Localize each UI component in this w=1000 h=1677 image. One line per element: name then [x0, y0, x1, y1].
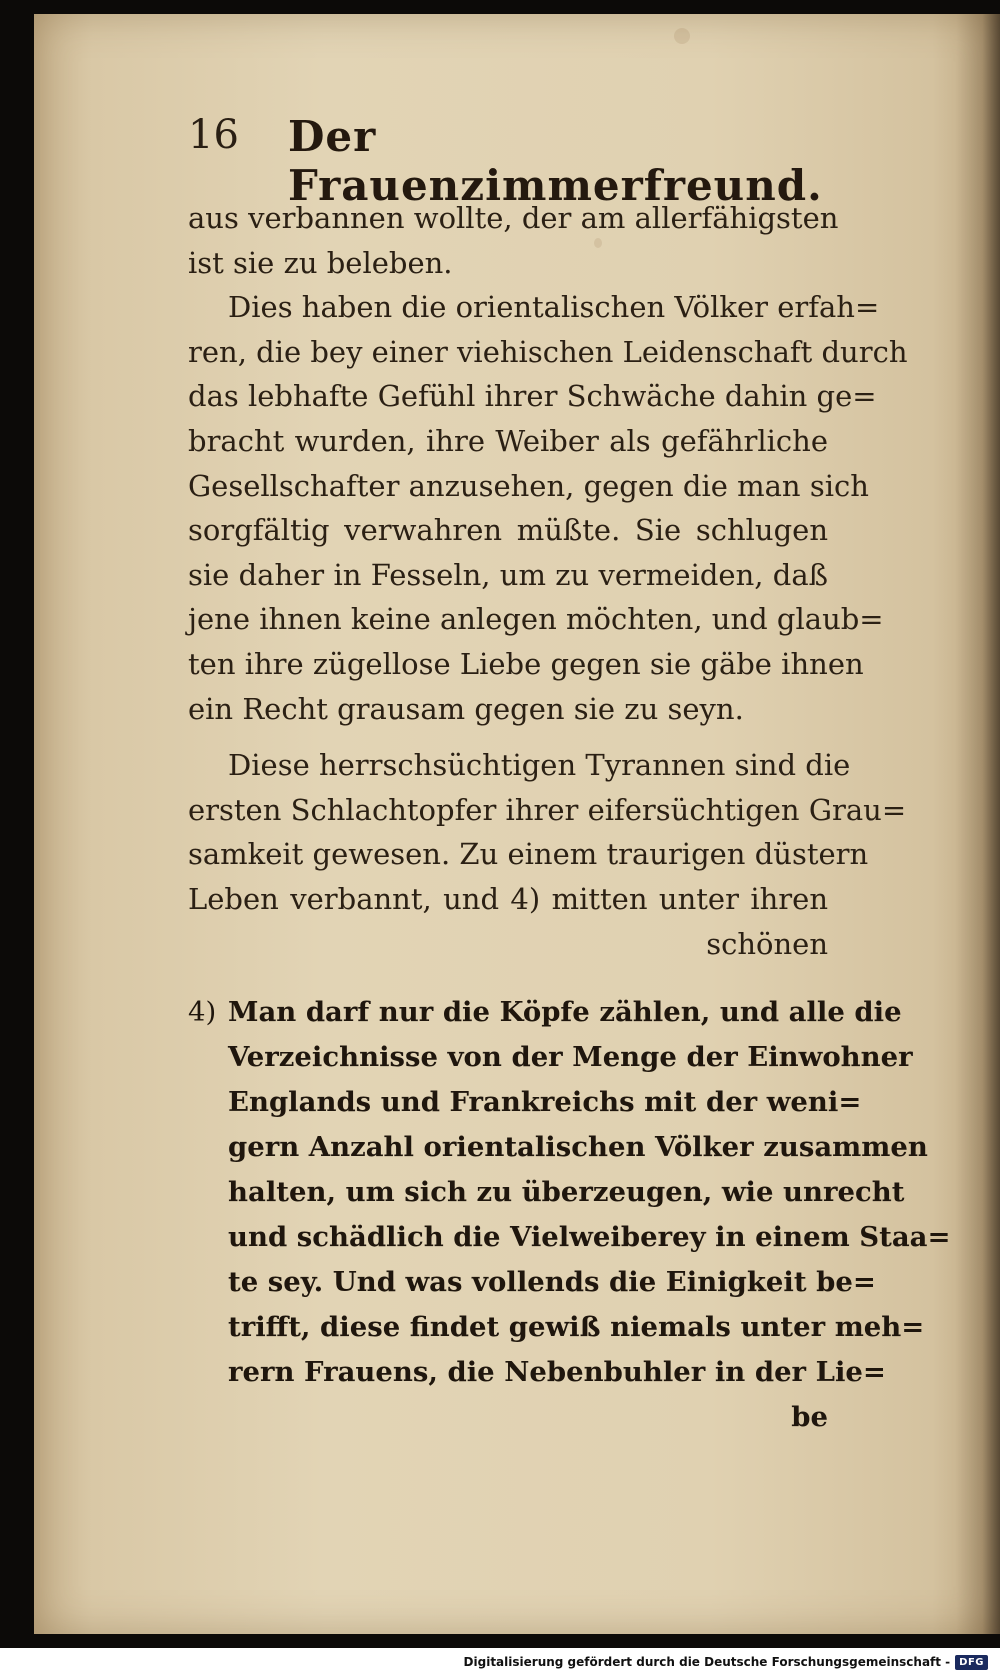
page-number: 16 [188, 112, 239, 158]
footnote-line [188, 990, 902, 1035]
text-line: Leben verbannt, und 4) mitten unter ihren [188, 881, 828, 916]
text-line: jene ihnen keine anlegen möchten, und glaub= [188, 602, 884, 637]
text-line: sie daher in Fesseln, um zu vermeiden, daß [188, 557, 828, 592]
text-line: das lebhafte Gefühl ihrer Schwäche dahin ge= [188, 379, 877, 414]
page-header [188, 112, 828, 210]
footnote-line: und schädlich die Vielweiberey in einem Staa= [228, 1221, 951, 1253]
dfg-logo-icon: DFG [955, 1655, 988, 1670]
footnote-line: Verzeichnisse von der Menge der Einwohner [228, 1041, 913, 1073]
text-line: ein Recht grausam gegen sie zu seyn. [188, 691, 744, 726]
paragraph-gap [188, 731, 828, 743]
footnote-line: trifft, diese findet gewiß niemals unter meh= [228, 1311, 925, 1343]
text-line: sorgfältig verwahren müßte. Sie schlugen [188, 513, 828, 548]
footnote-line: halten, um sich zu überzeugen, wie unrecht [228, 1176, 905, 1208]
footnote-catchword: be [791, 1401, 828, 1433]
footnote-line: Englands und Frankreichs mit der weni= [228, 1086, 862, 1118]
text-line: ten ihre zügellose Liebe gegen sie gäbe ihnen [188, 646, 864, 681]
page-edge-shadow [956, 14, 1000, 1634]
footnote-line: rern Frauens, die Nebenbuhler in der Lie= [228, 1356, 886, 1388]
paper-stain [674, 28, 690, 44]
text-line: Dies haben die orientalischen Völker erfah= [228, 290, 880, 325]
text-line: ersten Schlachtopfer ihrer eifersüchtigen Grau= [188, 792, 907, 827]
footnote-line: gern Anzahl orientalischen Völker zusammen [228, 1131, 928, 1163]
footnote-line: te sey. Und was vollends die Einigkeit be= [228, 1266, 876, 1298]
running-title: Der Frauenzimmerfreund. [288, 112, 823, 210]
credit-text: Digitalisierung gefördert durch die Deutsche Forschungsgemeinschaft - [463, 1655, 951, 1669]
footnote [188, 990, 951, 1440]
text-line: ren, die bey einer viehischen Leidenschaft durch [188, 334, 908, 369]
text-line: bracht wurden, ihre Weiber als gefährliche [188, 423, 828, 458]
digitization-credit [464, 1651, 988, 1673]
main-text [188, 196, 908, 966]
footnote-marker: 4) [188, 996, 217, 1028]
text-line: ist sie zu beleben. [188, 245, 453, 280]
text-line: samkeit gewesen. Zu einem traurigen düstern [188, 837, 869, 872]
text-line: aus verbannen wollte, der am allerfähigsten [188, 201, 839, 235]
catchword: schönen [706, 926, 828, 961]
text-line: Gesellschafter anzusehen, gegen die man sich [188, 468, 869, 503]
footnote-line-text: Man darf nur die Köpfe zählen, und alle die [228, 996, 902, 1028]
text-line: Diese herrschsüchtigen Tyrannen sind die [228, 748, 851, 783]
